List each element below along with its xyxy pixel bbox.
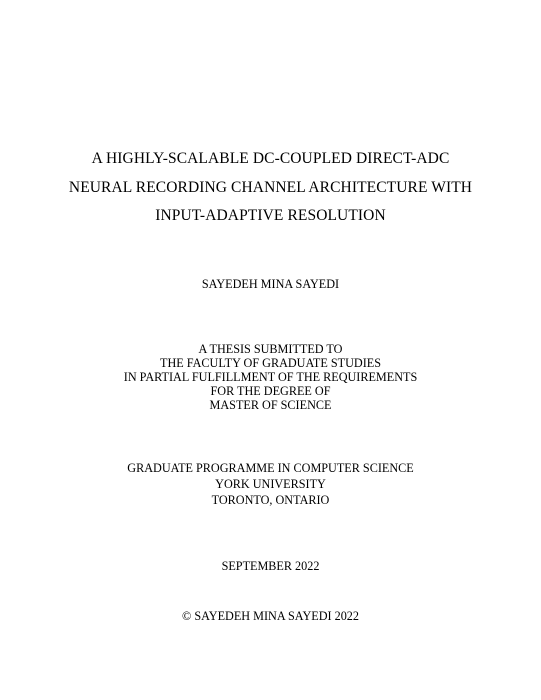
university-location: TORONTO, ONTARIO bbox=[211, 493, 330, 507]
programme-name: GRADUATE PROGRAMME IN COMPUTER SCIENCE bbox=[127, 461, 414, 475]
thesis-title-line-1: A HIGHLY-SCALABLE DC-COUPLED DIRECT-ADC bbox=[91, 150, 450, 167]
degree-name: MASTER OF SCIENCE bbox=[209, 398, 332, 412]
author-name: SAYEDEH MINA SAYEDI bbox=[201, 277, 340, 291]
submission-line-3: IN PARTIAL FULFILLMENT OF THE REQUIREMENTS bbox=[123, 370, 418, 384]
university-name: YORK UNIVERSITY bbox=[215, 477, 326, 491]
submission-line-4: FOR THE DEGREE OF bbox=[210, 384, 331, 398]
copyright-notice: © SAYEDEH MINA SAYEDI 2022 bbox=[182, 609, 359, 623]
thesis-title-line-3: INPUT-ADAPTIVE RESOLUTION bbox=[155, 207, 386, 224]
submission-date: SEPTEMBER 2022 bbox=[221, 559, 320, 573]
thesis-title-line-2: NEURAL RECORDING CHANNEL ARCHITECTURE WITH bbox=[68, 179, 473, 196]
submission-line-1: A THESIS SUBMITTED TO bbox=[198, 342, 343, 356]
submission-line-2: THE FACULTY OF GRADUATE STUDIES bbox=[160, 356, 381, 370]
